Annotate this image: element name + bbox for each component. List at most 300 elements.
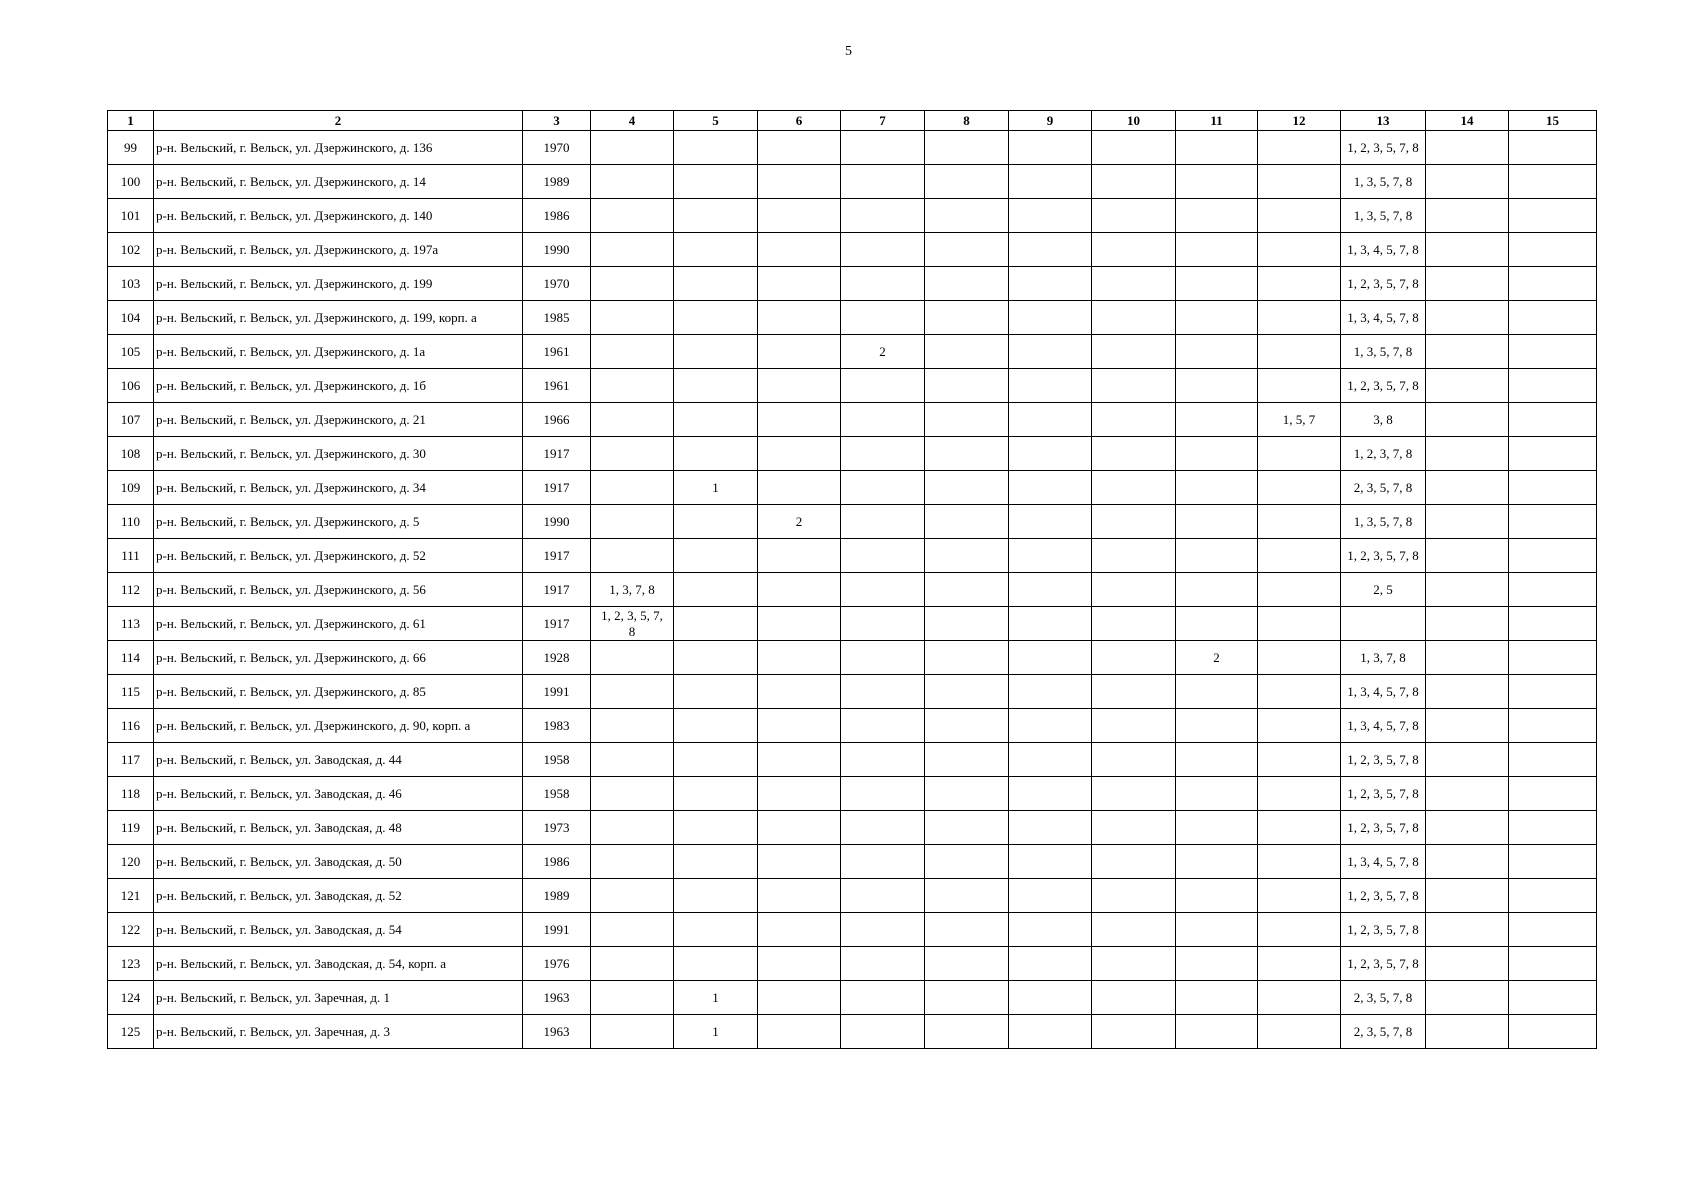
table-cell <box>591 369 674 403</box>
table-cell: 1986 <box>523 845 591 879</box>
table-cell <box>674 913 758 947</box>
table-cell <box>1092 1015 1176 1049</box>
table-cell <box>758 437 841 471</box>
table-cell: 101 <box>108 199 154 233</box>
table-cell: 1966 <box>523 403 591 437</box>
table-cell <box>1009 573 1092 607</box>
table-cell <box>1426 539 1509 573</box>
table-cell <box>758 335 841 369</box>
column-header: 1 <box>108 111 154 131</box>
table-cell <box>1176 403 1258 437</box>
table-cell <box>1009 913 1092 947</box>
table-cell: 1, 2, 3, 5, 7, 8 <box>591 607 674 641</box>
table-cell <box>1009 199 1092 233</box>
table-cell <box>1258 369 1341 403</box>
table-cell: 100 <box>108 165 154 199</box>
table-cell <box>841 845 925 879</box>
table-cell: 117 <box>108 743 154 777</box>
table-cell: р-н. Вельский, г. Вельск, ул. Дзержинского, д. 1б <box>154 369 523 403</box>
table-cell <box>841 301 925 335</box>
table-cell <box>925 165 1009 199</box>
table-cell <box>925 675 1009 709</box>
table-cell <box>1258 301 1341 335</box>
table-cell <box>1341 607 1426 641</box>
table-row <box>108 641 1597 675</box>
table-cell <box>1009 335 1092 369</box>
table-row <box>108 709 1597 743</box>
table-cell <box>1176 233 1258 267</box>
column-header: 15 <box>1509 111 1597 131</box>
table-cell: 1, 3, 7, 8 <box>591 573 674 607</box>
table-cell: 1, 3, 5, 7, 8 <box>1341 335 1426 369</box>
table-row <box>108 879 1597 913</box>
table-cell <box>1092 165 1176 199</box>
table-cell <box>1092 641 1176 675</box>
table-cell <box>674 675 758 709</box>
table-cell <box>925 335 1009 369</box>
table-cell: р-н. Вельский, г. Вельск, ул. Заводская, д. 54 <box>154 913 523 947</box>
table-cell <box>1509 403 1597 437</box>
table-cell <box>674 267 758 301</box>
table-cell <box>1509 301 1597 335</box>
table-cell <box>1258 811 1341 845</box>
table-cell <box>1258 641 1341 675</box>
table-cell <box>1509 335 1597 369</box>
table-cell <box>674 437 758 471</box>
table-cell <box>674 403 758 437</box>
column-header: 3 <box>523 111 591 131</box>
page-number: 5 <box>845 44 852 59</box>
table-cell: р-н. Вельский, г. Вельск, ул. Заводская, д. 50 <box>154 845 523 879</box>
table-cell <box>674 505 758 539</box>
table-cell <box>1092 437 1176 471</box>
table-cell <box>591 709 674 743</box>
table-cell <box>1509 913 1597 947</box>
table-cell <box>1258 947 1341 981</box>
table-cell <box>1009 607 1092 641</box>
table-cell <box>1176 267 1258 301</box>
table-cell <box>674 709 758 743</box>
table-cell <box>674 641 758 675</box>
table-cell <box>925 573 1009 607</box>
table-cell <box>1509 1015 1597 1049</box>
table-cell <box>1426 743 1509 777</box>
table-cell <box>674 607 758 641</box>
table-cell: 2, 3, 5, 7, 8 <box>1341 981 1426 1015</box>
table-cell: 1961 <box>523 369 591 403</box>
table-cell: 1, 2, 3, 5, 7, 8 <box>1341 947 1426 981</box>
table-cell <box>758 301 841 335</box>
table-cell <box>758 165 841 199</box>
table-row <box>108 607 1597 641</box>
table-cell <box>1509 607 1597 641</box>
table-cell <box>758 369 841 403</box>
table-cell <box>1092 947 1176 981</box>
table-cell <box>925 505 1009 539</box>
table-cell: 1991 <box>523 675 591 709</box>
table-cell: 116 <box>108 709 154 743</box>
table-cell <box>591 335 674 369</box>
table-cell <box>758 403 841 437</box>
table-cell <box>1258 165 1341 199</box>
table-cell: 2, 3, 5, 7, 8 <box>1341 471 1426 505</box>
table-cell: 1 <box>674 1015 758 1049</box>
table-cell <box>674 233 758 267</box>
table-cell <box>1258 437 1341 471</box>
table-row <box>108 233 1597 267</box>
table-cell <box>1426 709 1509 743</box>
table-cell <box>1258 131 1341 165</box>
table-cell <box>1009 539 1092 573</box>
table-cell <box>925 437 1009 471</box>
table-cell <box>1509 573 1597 607</box>
table-cell <box>758 947 841 981</box>
table-cell: 123 <box>108 947 154 981</box>
table-cell <box>1092 403 1176 437</box>
table-cell <box>1176 845 1258 879</box>
table-cell <box>1009 267 1092 301</box>
table-cell <box>1009 131 1092 165</box>
table-cell <box>591 267 674 301</box>
table-cell <box>1176 437 1258 471</box>
table-cell <box>758 573 841 607</box>
table-cell <box>1176 131 1258 165</box>
table-cell <box>591 641 674 675</box>
table-cell <box>1258 845 1341 879</box>
document-table <box>107 110 1597 1049</box>
table-cell: 113 <box>108 607 154 641</box>
table-cell <box>925 981 1009 1015</box>
table-cell <box>925 845 1009 879</box>
table-cell <box>841 131 925 165</box>
table-cell: 1991 <box>523 913 591 947</box>
table-cell <box>841 505 925 539</box>
column-header: 11 <box>1176 111 1258 131</box>
table-cell: р-н. Вельский, г. Вельск, ул. Дзержинского, д. 85 <box>154 675 523 709</box>
table-cell <box>1009 437 1092 471</box>
table-cell <box>1509 199 1597 233</box>
table-cell: 1917 <box>523 437 591 471</box>
table-cell <box>1258 573 1341 607</box>
table-cell <box>1509 675 1597 709</box>
table-cell <box>1509 131 1597 165</box>
table-cell <box>1258 267 1341 301</box>
table-cell <box>1258 471 1341 505</box>
table-cell <box>1009 777 1092 811</box>
table-cell <box>1258 1015 1341 1049</box>
table-cell: 2 <box>758 505 841 539</box>
table-cell <box>841 879 925 913</box>
table-cell <box>1092 607 1176 641</box>
table-cell <box>1009 369 1092 403</box>
table-cell <box>1426 913 1509 947</box>
table-cell: 1, 3, 4, 5, 7, 8 <box>1341 675 1426 709</box>
column-header: 8 <box>925 111 1009 131</box>
table-cell: 2 <box>841 335 925 369</box>
table-cell <box>1176 335 1258 369</box>
table-cell <box>925 777 1009 811</box>
table-row <box>108 811 1597 845</box>
table-cell <box>1176 301 1258 335</box>
table-cell <box>591 301 674 335</box>
table-cell <box>674 301 758 335</box>
table-cell <box>1176 1015 1258 1049</box>
table-cell <box>1509 777 1597 811</box>
table-cell: р-н. Вельский, г. Вельск, ул. Заводская, д. 46 <box>154 777 523 811</box>
table-cell: 1917 <box>523 573 591 607</box>
table-cell: 104 <box>108 301 154 335</box>
table-cell <box>1258 743 1341 777</box>
table-cell <box>841 539 925 573</box>
table-cell <box>1009 641 1092 675</box>
table-cell: 122 <box>108 913 154 947</box>
table-cell <box>925 369 1009 403</box>
table-cell: 103 <box>108 267 154 301</box>
table-row <box>108 777 1597 811</box>
table-cell <box>1258 539 1341 573</box>
table-cell <box>591 233 674 267</box>
table-cell <box>1009 879 1092 913</box>
table-cell <box>1426 233 1509 267</box>
table-cell <box>1258 777 1341 811</box>
table-cell: 1, 2, 3, 5, 7, 8 <box>1341 539 1426 573</box>
table-cell <box>1509 165 1597 199</box>
table-cell <box>674 131 758 165</box>
table-cell: р-н. Вельский, г. Вельск, ул. Дзержинского, д. 199, корп. а <box>154 301 523 335</box>
table-cell: 1, 2, 3, 7, 8 <box>1341 437 1426 471</box>
table-cell: р-н. Вельский, г. Вельск, ул. Заводская, д. 54, корп. а <box>154 947 523 981</box>
table-cell <box>1092 301 1176 335</box>
table-cell <box>1009 981 1092 1015</box>
table-cell: р-н. Вельский, г. Вельск, ул. Дзержинского, д. 66 <box>154 641 523 675</box>
table-cell <box>1509 267 1597 301</box>
table-cell <box>841 947 925 981</box>
table-cell <box>591 165 674 199</box>
table-cell: 1, 3, 5, 7, 8 <box>1341 505 1426 539</box>
table-cell <box>1176 777 1258 811</box>
table-cell <box>674 811 758 845</box>
table-cell <box>925 131 1009 165</box>
table-cell <box>925 1015 1009 1049</box>
table-cell <box>1426 675 1509 709</box>
table-cell <box>1258 607 1341 641</box>
table-cell <box>674 879 758 913</box>
table-cell: 1917 <box>523 471 591 505</box>
table-cell <box>1426 301 1509 335</box>
table-cell <box>1092 981 1176 1015</box>
table-cell: 3, 8 <box>1341 403 1426 437</box>
table-cell: 99 <box>108 131 154 165</box>
table-cell <box>1509 437 1597 471</box>
table-cell: 1973 <box>523 811 591 845</box>
table-cell <box>841 1015 925 1049</box>
table-cell <box>1426 607 1509 641</box>
column-header: 6 <box>758 111 841 131</box>
table-cell <box>591 505 674 539</box>
table-cell <box>841 913 925 947</box>
table-cell: р-н. Вельский, г. Вельск, ул. Дзержинского, д. 30 <box>154 437 523 471</box>
table-cell: 1961 <box>523 335 591 369</box>
table-cell <box>1176 505 1258 539</box>
table-cell <box>591 131 674 165</box>
table-cell <box>1426 1015 1509 1049</box>
table-row <box>108 403 1597 437</box>
table-cell: 107 <box>108 403 154 437</box>
table-cell <box>1426 641 1509 675</box>
table-cell: р-н. Вельский, г. Вельск, ул. Дзержинского, д. 140 <box>154 199 523 233</box>
table-cell: 1, 5, 7 <box>1258 403 1341 437</box>
table-cell <box>758 777 841 811</box>
table-cell: р-н. Вельский, г. Вельск, ул. Дзержинского, д. 1а <box>154 335 523 369</box>
table-cell <box>591 539 674 573</box>
table-cell: 120 <box>108 845 154 879</box>
table-cell: 1, 2, 3, 5, 7, 8 <box>1341 913 1426 947</box>
column-header: 14 <box>1426 111 1509 131</box>
table-cell <box>925 811 1009 845</box>
table-cell <box>1092 369 1176 403</box>
table-row <box>108 845 1597 879</box>
table-cell <box>841 471 925 505</box>
table-cell: 1, 2, 3, 5, 7, 8 <box>1341 369 1426 403</box>
table-cell <box>925 913 1009 947</box>
table-cell: 2, 3, 5, 7, 8 <box>1341 1015 1426 1049</box>
table-cell <box>1176 607 1258 641</box>
table-cell <box>1009 743 1092 777</box>
table-cell <box>1009 505 1092 539</box>
table-cell: 1, 2, 3, 5, 7, 8 <box>1341 131 1426 165</box>
table-cell <box>1009 845 1092 879</box>
table-cell: 124 <box>108 981 154 1015</box>
table-cell: р-н. Вельский, г. Вельск, ул. Заводская, д. 52 <box>154 879 523 913</box>
table-cell <box>591 981 674 1015</box>
table-row <box>108 301 1597 335</box>
table-cell: 1917 <box>523 607 591 641</box>
table-cell: 105 <box>108 335 154 369</box>
table-cell: р-н. Вельский, г. Вельск, ул. Дзержинского, д. 34 <box>154 471 523 505</box>
table-cell <box>1176 199 1258 233</box>
table-cell <box>925 947 1009 981</box>
table-cell <box>1509 709 1597 743</box>
table-cell <box>841 743 925 777</box>
table-row <box>108 505 1597 539</box>
table-row <box>108 165 1597 199</box>
table-cell <box>1009 403 1092 437</box>
table-cell: 108 <box>108 437 154 471</box>
table-cell <box>1176 165 1258 199</box>
table-cell <box>758 607 841 641</box>
table-cell <box>925 267 1009 301</box>
table-cell <box>925 199 1009 233</box>
table-cell <box>1092 267 1176 301</box>
table-cell <box>1176 879 1258 913</box>
table-row <box>108 573 1597 607</box>
table-cell <box>1426 845 1509 879</box>
table-cell <box>1426 165 1509 199</box>
table-cell: 1990 <box>523 505 591 539</box>
table-cell <box>925 879 1009 913</box>
table-row <box>108 335 1597 369</box>
table-cell <box>758 811 841 845</box>
table-cell <box>1509 879 1597 913</box>
table-cell <box>925 471 1009 505</box>
table-cell <box>1092 709 1176 743</box>
table-cell: 111 <box>108 539 154 573</box>
table-cell: р-н. Вельский, г. Вельск, ул. Дзержинского, д. 197а <box>154 233 523 267</box>
table-cell: 112 <box>108 573 154 607</box>
column-header: 12 <box>1258 111 1341 131</box>
table-cell <box>1258 505 1341 539</box>
table-header-row <box>108 111 1597 131</box>
table-cell <box>1258 981 1341 1015</box>
table-cell <box>1009 471 1092 505</box>
table-cell: р-н. Вельский, г. Вельск, ул. Дзержинского, д. 61 <box>154 607 523 641</box>
table-cell: 1, 3, 4, 5, 7, 8 <box>1341 233 1426 267</box>
table-cell <box>1176 811 1258 845</box>
table-cell <box>841 777 925 811</box>
table-cell: 114 <box>108 641 154 675</box>
table-cell: 1917 <box>523 539 591 573</box>
table-cell <box>1176 539 1258 573</box>
table-cell <box>1009 675 1092 709</box>
table-cell <box>1258 879 1341 913</box>
table-cell <box>758 641 841 675</box>
table-cell <box>1258 199 1341 233</box>
table-cell <box>591 743 674 777</box>
table-cell: р-н. Вельский, г. Вельск, ул. Дзержинского, д. 21 <box>154 403 523 437</box>
table-cell <box>674 335 758 369</box>
table-cell <box>1509 641 1597 675</box>
table-cell: 1, 2, 3, 5, 7, 8 <box>1341 879 1426 913</box>
table-cell <box>1009 947 1092 981</box>
table-cell <box>1176 947 1258 981</box>
table-cell <box>841 709 925 743</box>
column-header: 5 <box>674 111 758 131</box>
table-row <box>108 437 1597 471</box>
table-cell <box>758 981 841 1015</box>
table-cell: 1, 3, 4, 5, 7, 8 <box>1341 301 1426 335</box>
table-cell <box>758 879 841 913</box>
table-cell <box>925 607 1009 641</box>
table-cell: 1963 <box>523 1015 591 1049</box>
table-cell: 1 <box>674 981 758 1015</box>
table-cell <box>674 777 758 811</box>
table-cell: 1958 <box>523 777 591 811</box>
table-cell <box>758 233 841 267</box>
table-cell <box>591 403 674 437</box>
table-cell: 1 <box>674 471 758 505</box>
table-cell <box>1258 913 1341 947</box>
table-cell <box>758 913 841 947</box>
table-cell: 1963 <box>523 981 591 1015</box>
table-cell: 1, 3, 4, 5, 7, 8 <box>1341 709 1426 743</box>
table-cell <box>1426 199 1509 233</box>
table-cell: р-н. Вельский, г. Вельск, ул. Заводская, д. 44 <box>154 743 523 777</box>
table-cell <box>1176 981 1258 1015</box>
table-cell: 1976 <box>523 947 591 981</box>
column-header: 10 <box>1092 111 1176 131</box>
table-cell <box>1426 369 1509 403</box>
table-cell <box>758 845 841 879</box>
table-cell: р-н. Вельский, г. Вельск, ул. Дзержинского, д. 52 <box>154 539 523 573</box>
table-cell: 110 <box>108 505 154 539</box>
table-cell <box>591 811 674 845</box>
table-cell: 1, 2, 3, 5, 7, 8 <box>1341 743 1426 777</box>
table-cell: 1985 <box>523 301 591 335</box>
table-cell <box>1426 573 1509 607</box>
table-cell <box>1092 131 1176 165</box>
table-row <box>108 369 1597 403</box>
table-cell <box>591 437 674 471</box>
